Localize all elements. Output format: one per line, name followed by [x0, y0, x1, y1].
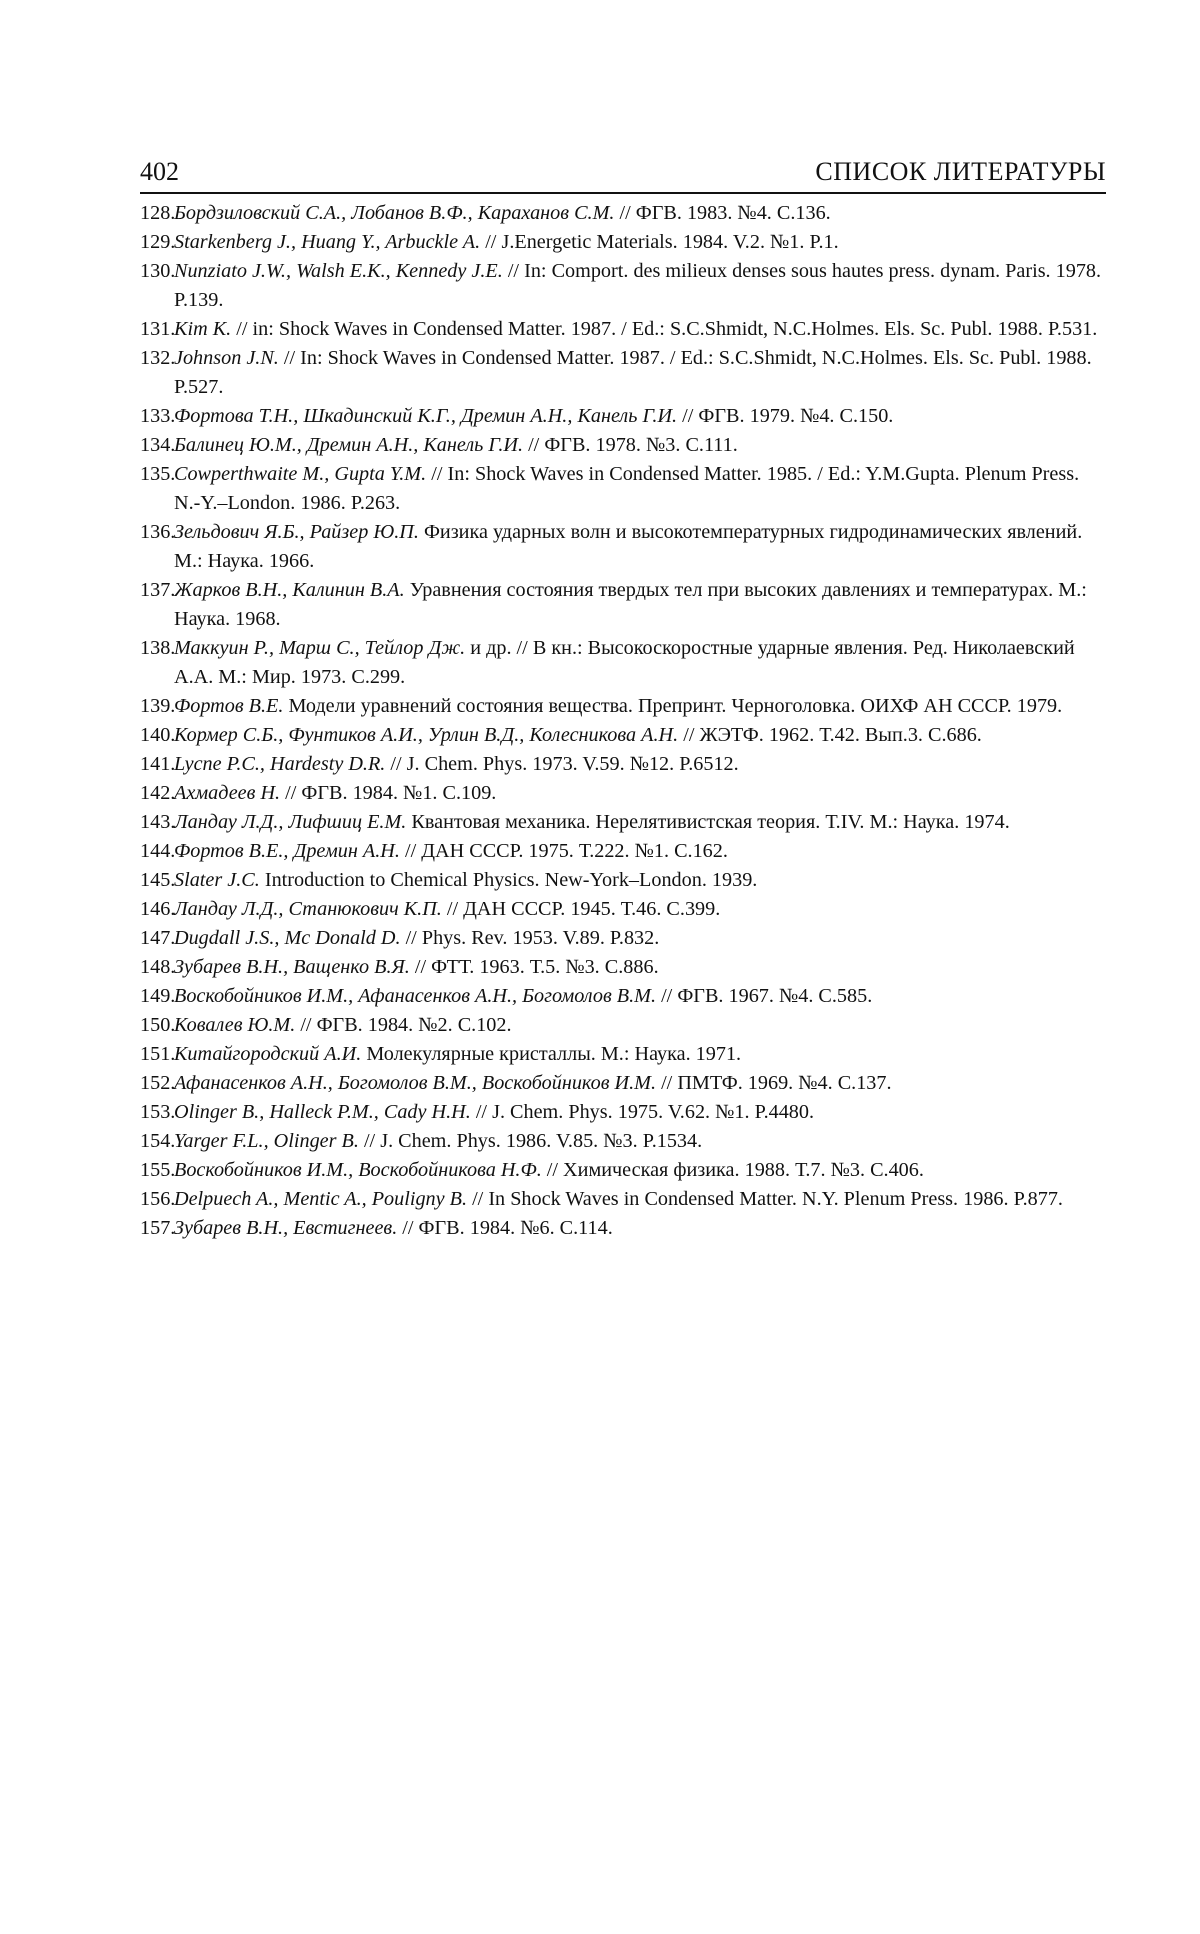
reference-authors: Балинец Ю.М., Дремин А.Н., Канель Г.И.	[174, 434, 524, 456]
reference-number: 134.	[140, 434, 176, 456]
reference-text: // J. Chem. Phys. 1986. V.85. №3. P.1534.	[358, 1130, 703, 1152]
reference-number: 156.	[140, 1188, 176, 1210]
reference-list	[140, 199, 1106, 1243]
reference-item	[140, 779, 1106, 808]
reference-item	[140, 518, 1106, 576]
reference-body	[174, 1040, 1106, 1069]
reference-number: 131.	[140, 318, 176, 340]
reference-authors: Зубарев В.Н., Ващенко В.Я.	[174, 956, 410, 978]
reference-body	[174, 1127, 1106, 1156]
reference-authors: Ковалев Ю.М.	[174, 1014, 296, 1036]
reference-body	[174, 837, 1106, 866]
reference-item	[140, 750, 1106, 779]
reference-text: // In Shock Waves in Condensed Matter. N.Y. Plenum Press. 1986. P.877.	[467, 1188, 1063, 1210]
reference-authors: Зельдович Я.Б., Райзер Ю.П.	[174, 521, 419, 543]
reference-number: 152.	[140, 1072, 176, 1094]
reference-item	[140, 1040, 1106, 1069]
reference-text: // ФГВ. 1978. №3. С.111.	[523, 434, 738, 456]
reference-number: 142.	[140, 782, 176, 804]
reference-number: 149.	[140, 985, 176, 1007]
reference-body	[174, 431, 1106, 460]
reference-body	[174, 518, 1106, 576]
reference-authors: Маккуин Р., Марш С., Тейлор Дж.	[174, 637, 466, 659]
reference-body	[174, 692, 1106, 721]
reference-body	[174, 924, 1106, 953]
reference-number: 139.	[140, 695, 176, 717]
reference-text: Физика ударных волн и высокотемпературных гидродинамических явлений. М.: Наука. 1966.	[174, 521, 1083, 572]
reference-text: // ДАН СССР. 1945. Т.46. С.399.	[441, 898, 721, 920]
reference-authors: Китайгородский А.И.	[174, 1043, 362, 1065]
reference-number: 143.	[140, 811, 176, 833]
reference-text: // ФГВ. 1984. №6. С.114.	[397, 1217, 613, 1239]
reference-item	[140, 1185, 1106, 1214]
reference-body	[174, 402, 1106, 431]
reference-body	[174, 199, 1106, 228]
reference-body	[174, 1214, 1106, 1243]
reference-item	[140, 228, 1106, 257]
reference-number: 155.	[140, 1159, 176, 1181]
reference-text: Уравнения состояния твердых тел при высоких давлениях и температурах. М.: Наука. 1968.	[174, 579, 1087, 630]
reference-number: 145.	[140, 869, 176, 891]
reference-item	[140, 1214, 1106, 1243]
reference-number: 137.	[140, 579, 176, 601]
reference-authors: Ландау Л.Д., Лифшиц Е.М.	[174, 811, 407, 833]
reference-body	[174, 779, 1106, 808]
reference-text: // ФГВ. 1967. №4. С.585.	[656, 985, 873, 1007]
reference-number: 146.	[140, 898, 176, 920]
reference-authors: Ахмадеев Н.	[174, 782, 281, 804]
reference-text: // Химическая физика. 1988. Т.7. №3. С.406.	[541, 1159, 924, 1181]
reference-text: // ФГВ. 1984. №2. С.102.	[295, 1014, 512, 1036]
reference-item	[140, 1011, 1106, 1040]
reference-body	[174, 866, 1106, 895]
reference-body	[174, 1156, 1106, 1185]
reference-text: // J.Energetic Materials. 1984. V.2. №1. P.1.	[480, 231, 839, 253]
reference-number: 148.	[140, 956, 176, 978]
reference-body	[174, 634, 1106, 692]
header-rule	[140, 192, 1106, 194]
reference-body	[174, 1011, 1106, 1040]
reference-body	[174, 1185, 1106, 1214]
reference-item	[140, 721, 1106, 750]
reference-authors: Starkenberg J., Huang Y., Arbuckle A.	[174, 231, 481, 253]
reference-authors: Фортов В.Е.	[174, 695, 284, 717]
page-header	[140, 157, 1106, 193]
reference-text: // In: Shock Waves in Condensed Matter. 1985. / Ed.: Y.M.Gupta. Plenum Press. N.-Y.–London. 1986. P.263.	[174, 463, 1080, 514]
reference-item	[140, 1156, 1106, 1185]
reference-text: // ПМТФ. 1969. №4. С.137.	[656, 1072, 892, 1094]
reference-authors: Кормер С.Б., Фунтиков А.И., Урлин В.Д., Колесникова А.Н.	[174, 724, 679, 746]
reference-text: Молекулярные кристаллы. М.: Наука. 1971.	[361, 1043, 742, 1065]
reference-number: 133.	[140, 405, 176, 427]
reference-body	[174, 1069, 1106, 1098]
reference-item	[140, 460, 1106, 518]
reference-body	[174, 953, 1106, 982]
reference-body	[174, 1098, 1106, 1127]
reference-authors: Dugdall J.S., Mc Donald D.	[174, 927, 401, 949]
reference-authors: Delpuech A., Mentic A., Pouligny B.	[174, 1188, 468, 1210]
reference-text: // In: Shock Waves in Condensed Matter. 1987. / Ed.: S.C.Shmidt, N.C.Holmes. Els. Sc. Publ. 1988. P.527.	[174, 347, 1092, 398]
reference-authors: Olinger B., Halleck P.M., Cady H.H.	[174, 1101, 471, 1123]
reference-number: 130.	[140, 260, 176, 282]
reference-authors: Жарков В.Н., Калинин В.А.	[174, 579, 405, 601]
reference-number: 157.	[140, 1217, 176, 1239]
reference-authors: Kim K.	[174, 318, 232, 340]
reference-item	[140, 315, 1106, 344]
reference-item	[140, 1069, 1106, 1098]
reference-authors: Воскобойников И.М., Афанасенков А.Н., Богомолов В.М.	[174, 985, 657, 1007]
reference-item	[140, 1127, 1106, 1156]
reference-body	[174, 257, 1106, 315]
reference-item	[140, 895, 1106, 924]
reference-item	[140, 199, 1106, 228]
reference-number: 144.	[140, 840, 176, 862]
reference-text: // Phys. Rev. 1953. V.89. P.832.	[400, 927, 660, 949]
reference-item	[140, 866, 1106, 895]
reference-number: 138.	[140, 637, 176, 659]
reference-text: Introduction to Chemical Physics. New-York–London. 1939.	[259, 869, 758, 891]
reference-number: 150.	[140, 1014, 176, 1036]
reference-item	[140, 982, 1106, 1011]
reference-item	[140, 431, 1106, 460]
reference-body	[174, 750, 1106, 779]
reference-item	[140, 576, 1106, 634]
reference-text: // in: Shock Waves in Condensed Matter. 1987. / Ed.: S.C.Shmidt, N.C.Holmes. Els. Sc. Publ. 1988. P.531.	[231, 318, 1098, 340]
reference-body	[174, 576, 1106, 634]
reference-text: // J. Chem. Phys. 1975. V.62. №1. P.4480.	[470, 1101, 815, 1123]
reference-text: // ФГВ. 1979. №4. С.150.	[677, 405, 894, 427]
reference-text: // ДАН СССР. 1975. Т.222. №1. С.162.	[399, 840, 728, 862]
reference-item	[140, 924, 1106, 953]
reference-text: // J. Chem. Phys. 1973. V.59. №12. P.6512.	[385, 753, 739, 775]
reference-item	[140, 402, 1106, 431]
reference-authors: Зубарев В.Н., Евстигнеев.	[174, 1217, 398, 1239]
reference-item	[140, 257, 1106, 315]
reference-body	[174, 982, 1106, 1011]
reference-authors: Lycne P.C., Hardesty D.R.	[174, 753, 386, 775]
reference-number: 147.	[140, 927, 176, 949]
reference-number: 128.	[140, 202, 176, 224]
page-number: 402	[140, 157, 179, 186]
reference-number: 140.	[140, 724, 176, 746]
reference-number: 135.	[140, 463, 176, 485]
reference-body	[174, 808, 1106, 837]
reference-authors: Johnson J.N.	[174, 347, 279, 369]
reference-authors: Афанасенков А.Н., Богомолов В.М., Воскобойников И.М.	[174, 1072, 657, 1094]
reference-number: 153.	[140, 1101, 176, 1123]
reference-number: 154.	[140, 1130, 176, 1152]
reference-text: // ФГВ. 1984. №1. С.109.	[280, 782, 497, 804]
reference-text: // In: Comport. des milieux denses sous hautes press. dynam. Paris. 1978. P.139.	[174, 260, 1102, 311]
reference-authors: Воскобойников И.М., Воскобойникова Н.Ф.	[174, 1159, 542, 1181]
reference-body	[174, 721, 1106, 750]
reference-number: 151.	[140, 1043, 176, 1065]
reference-item	[140, 692, 1106, 721]
reference-body	[174, 315, 1106, 344]
reference-item	[140, 344, 1106, 402]
reference-item	[140, 808, 1106, 837]
reference-number: 136.	[140, 521, 176, 543]
reference-item	[140, 953, 1106, 982]
reference-body	[174, 228, 1106, 257]
reference-body	[174, 460, 1106, 518]
reference-item	[140, 1098, 1106, 1127]
reference-item	[140, 837, 1106, 866]
reference-item	[140, 634, 1106, 692]
reference-text: // ФГВ. 1983. №4. С.136.	[614, 202, 831, 224]
reference-text: Модели уравнений состояния вещества. Препринт. Черноголовка. ОИХФ АН СССР. 1979.	[283, 695, 1063, 717]
reference-authors: Slater J.C.	[174, 869, 260, 891]
reference-text: // ЖЭТФ. 1962. Т.42. Вып.3. С.686.	[678, 724, 982, 746]
reference-authors: Бордзиловский С.А., Лобанов В.Ф., Караханов С.М.	[174, 202, 615, 224]
reference-authors: Nunziato J.W., Walsh E.K., Kennedy J.E.	[174, 260, 503, 282]
reference-text: // ФТТ. 1963. Т.5. №3. С.886.	[409, 956, 659, 978]
reference-authors: Ландау Л.Д., Станюкович К.П.	[174, 898, 442, 920]
reference-body	[174, 895, 1106, 924]
reference-authors: Фортова Т.Н., Шкадинский К.Г., Дремин А.Н., Канель Г.И.	[174, 405, 678, 427]
reference-body	[174, 344, 1106, 402]
reference-text: и др. // В кн.: Высокоскоростные ударные явления. Ред. Николаевский А.А. М.: Мир. 1973. С.299.	[174, 637, 1075, 688]
reference-authors: Yarger F.L., Olinger B.	[174, 1130, 359, 1152]
reference-number: 132.	[140, 347, 176, 369]
reference-number: 129.	[140, 231, 176, 253]
running-title: СПИСОК ЛИТЕРАТУРЫ	[815, 157, 1106, 186]
reference-authors: Фортов В.Е., Дремин А.Н.	[174, 840, 400, 862]
reference-text: Квантовая механика. Нерелятивистская теория. Т.IV. М.: Наука. 1974.	[406, 811, 1010, 833]
reference-authors: Cowperthwaite M., Gupta Y.M.	[174, 463, 427, 485]
reference-number: 141.	[140, 753, 176, 775]
